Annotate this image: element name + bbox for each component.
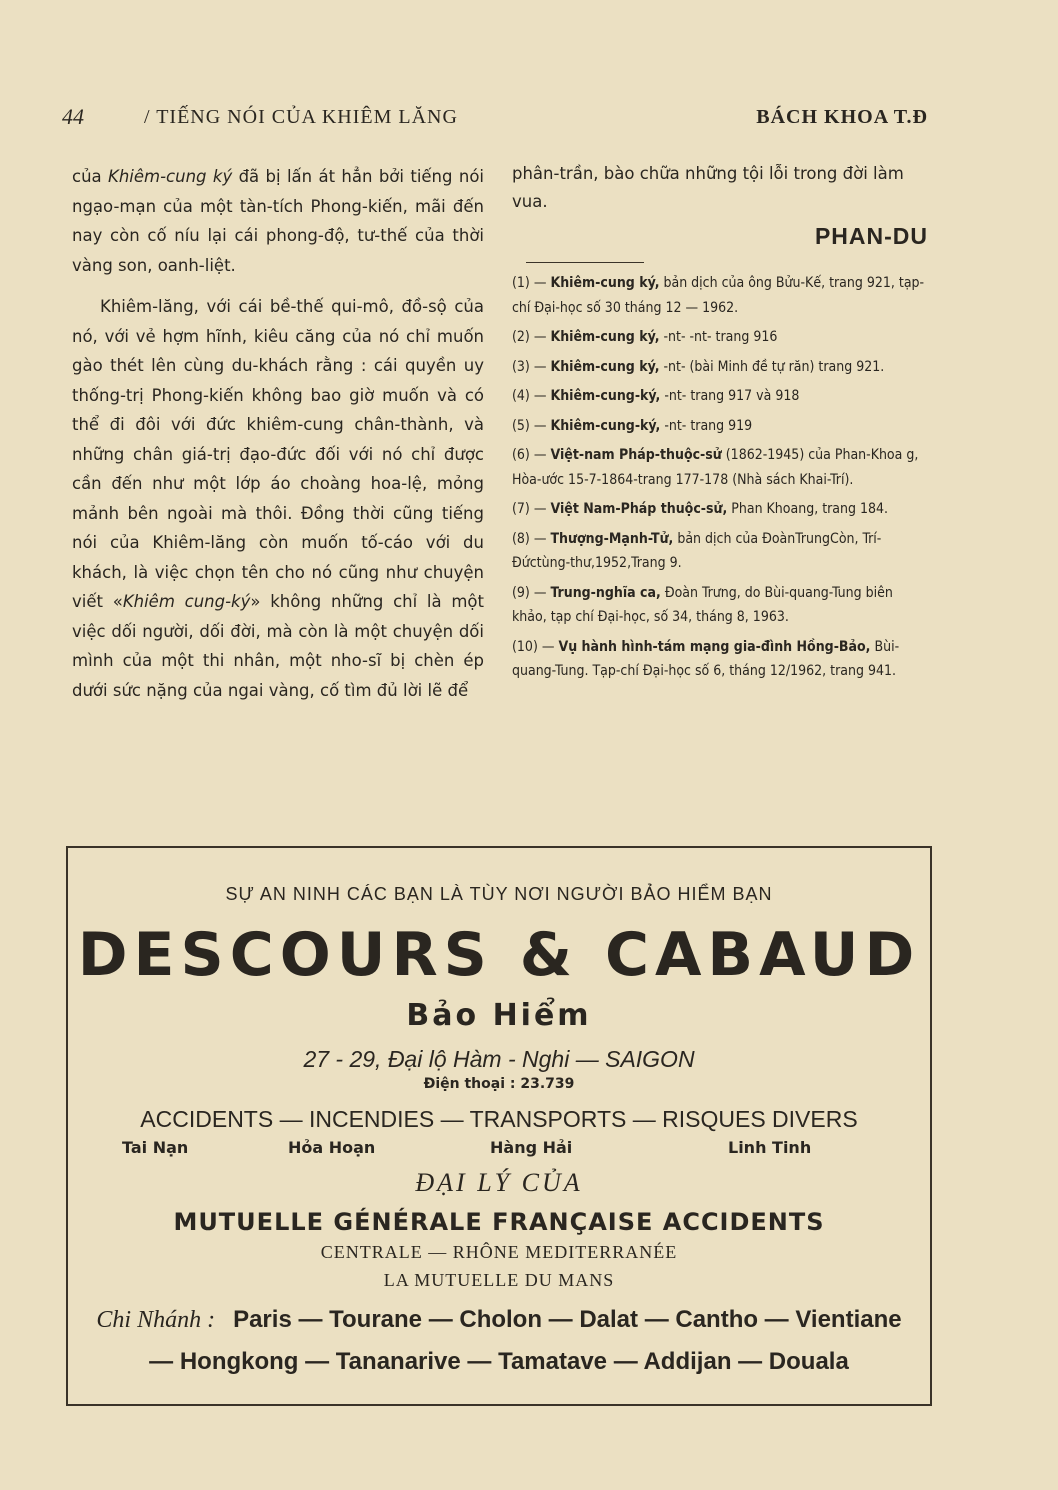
book-title: Khiêm-cung ký [108, 167, 233, 186]
branch-list: Paris — Tourane — Cholon — Dalat — Cantho — Vientiane [233, 1306, 902, 1333]
text-run: Khiêm-lăng, với cái bề-thế qui-mô, đồ-sộ của nó, với vẻ hợm hĩnh, kiêu căng của nó chỉ muốn gào thét lên cùng du-khách rằng : cái quyền uy thống-trị Phong-kiến không bao giờ muốn và có thể đi đôi với đức khiêm-cung chân-thành, và những chân giá-trị đạo-đức đối với nó chỉ được cần đến như một lớp áo choàng hoa-lệ, mỏng mảnh bên ngoài mà thôi. Đồng thời cũng tiếng nói của Khiêm-lăng còn muốn tố-cáo với du khách, là việc chọn tên cho nó cũng như chuyện viết « [72, 297, 484, 611]
ad-phone: Điện thoại : 23.739 [423, 1076, 575, 1092]
right-column [512, 160, 928, 689]
footnote: (6) — Việt-nam Pháp-thuộc-sử (1862-1945) của Phan-Khoa g, Hòa-ước 15-7-1864-trang 177-178 (Nhà sách Khai-Trí). [512, 447, 919, 488]
text-run: đã bị lấn át hẳn bởi tiếng nói ngạo-mạn của một tàn-tích Phong-kiến, mãi đến nay còn cố níu lại cái phong-độ, tư-thế của thời vàng son, oanh-liệt. [72, 167, 484, 275]
ad-brand: DESCOURS & CABAUD [77, 920, 921, 990]
ad-categories: ACCIDENTS — INCENDIES — TRANSPORTS — RISQUES DIVERS [140, 1106, 858, 1132]
footnote: (1) — Khiêm-cung ký, bản dịch của ông Bửu-Kế, trang 921, tạp-chí Đại-học số 30 tháng 12 — 1962. [512, 275, 925, 316]
insurance-advertisement [66, 846, 932, 1406]
footnote: (2) — Khiêm-cung ký, -nt- -nt- trang 916 [512, 329, 778, 345]
footnote: (9) — Trung-nghĩa ca, Đoàn Trưng, do Bùi-quang-Tung biên khảo, tạp chí Đại-học, số 34, tháng 8, 1963. [512, 584, 893, 625]
branch-label: Chi Nhánh : [96, 1307, 216, 1333]
ad-centrale: CENTRALE — RHÔNE MEDITERRANÉE [320, 1242, 678, 1262]
footnote: (10) — Vụ hành hình-tám mạng gia-đình Hồng-Bảo, Bùi-quang-Tung. Tạp-chí Đại-học số 6, tháng 12/1962, trang 941. [512, 638, 900, 679]
paragraph-1 [72, 162, 484, 280]
page-number: 44 [62, 104, 84, 129]
ad-branches-2: — Hongkong — Tananarive — Tamatave — Addijan — Douala [149, 1348, 849, 1375]
footnote: (4) — Khiêm-cung-ký, -nt- trang 917 và 918 [512, 388, 800, 404]
paragraph-2 [72, 292, 484, 705]
footnote: (5) — Khiêm-cung-ký, -nt- trang 919 [512, 417, 753, 434]
ad-mans: LA MUTUELLE DU MANS [383, 1270, 615, 1290]
page-header [62, 104, 928, 138]
book-title: Khiêm cung-ký [122, 592, 251, 611]
author-signature: PHAN-DU [814, 223, 928, 249]
footnote: (7) — Việt Nam-Pháp thuộc-sử, Phan Khoang, trang 184. [512, 501, 889, 517]
running-title: / TIẾNG NÓI CỦA KHIÊM LĂNG [144, 106, 458, 128]
ad-address: 27 - 29, Đại lộ Hàm - Nghi — SAIGON [303, 1046, 695, 1072]
footnote: (8) — Thượng-Mạnh-Tử, bản dịch của ĐoànTrungCòn, Trí-Đứctùng-thư,1952,Trang 9. [512, 530, 882, 571]
ad-category-vn: Linh Tinh [728, 1138, 812, 1157]
ad-category-vn: Hỏa Hoạn [288, 1138, 376, 1157]
continuation-text: phân-trần, bào chữa những tội lỗi trong đời làm vua. [512, 164, 904, 211]
ad-subtitle: Bảo Hiểm [406, 998, 592, 1033]
ad-agent-of: ĐẠI LÝ CỦA [415, 1168, 583, 1197]
text-run: của [72, 167, 109, 186]
magazine-name: BÁCH KHOA T.Đ [756, 106, 928, 128]
footnote-divider [526, 262, 644, 263]
ad-category-vn: Tai Nạn [122, 1138, 189, 1157]
footnotes [512, 271, 928, 684]
ad-branches-1 [68, 1306, 930, 1334]
text-run: » không những chỉ là một việc dối người, dối đời, mà còn là một chuyện dối mình của một thi nhân, một nho-sĩ bị chèn ép dưới sức nặng của ngai vàng, cố tìm đủ lời lẽ để [72, 592, 484, 700]
ad-category-vn: Hàng Hải [490, 1138, 573, 1157]
ad-tagline: SỰ AN NINH CÁC BẠN LÀ TÙY NƠI NGƯỜI BẢO HIỂM BẠN [225, 884, 773, 904]
footnote: (3) — Khiêm-cung ký, -nt- (bài Minh đề tự răn) trang 921. [512, 358, 885, 375]
ad-mutuelle: MUTUELLE GÉNÉRALE FRANÇAISE ACCIDENTS [173, 1208, 825, 1236]
left-column [72, 162, 484, 705]
